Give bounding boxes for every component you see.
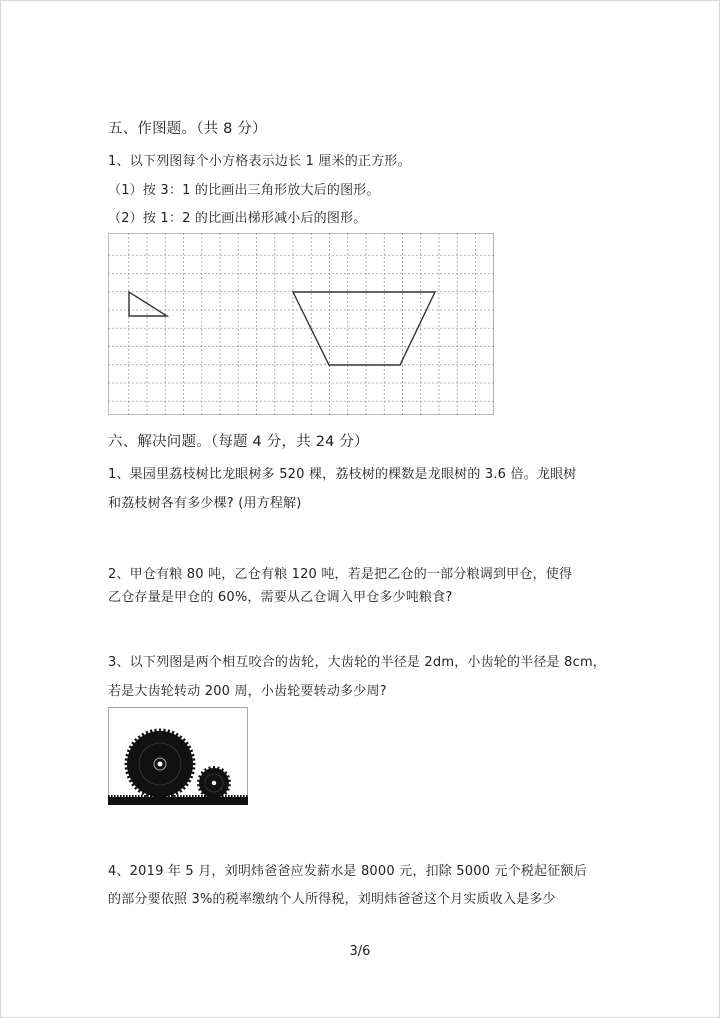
- problem-1-line-2: 和荔枝树各有多少棵? (用方程解): [108, 496, 302, 511]
- section-6-title: 六、解决问题。（每题 4 分，共 24 分）: [108, 434, 369, 450]
- large-gear: [125, 729, 196, 800]
- gears-image: [108, 707, 248, 805]
- page-number: 3/6: [349, 944, 371, 959]
- problem-4-line-1: 4、2019 年 5 月，刘明炜爸爸应发薪水是 8000 元，扣除 5000 元个税起征额后: [108, 864, 587, 879]
- problem-2-line-1: 2、甲仓有粮 80 吨，乙仓有粮 120 吨，若是把乙仓的一部分粮调到甲仓，使得: [108, 567, 573, 582]
- drawing-grid: [108, 233, 494, 415]
- question-1-part-1: （1）按 3：1 的比画出三角形放大后的图形。: [108, 183, 380, 198]
- problem-1-line-1: 1、果园里荔枝树比龙眼树多 520 棵，荔枝树的棵数是龙眼树的 3.6 倍。龙眼树: [108, 467, 577, 482]
- problem-2-line-2: 乙仓存量是甲仓的 60%，需要从乙仓调入甲仓多少吨粮食?: [108, 590, 453, 605]
- problem-3-line-1: 3、以下列图是两个相互咬合的齿轮，大齿轮的半径是 2dm，小齿轮的半径是 8cm，: [108, 655, 607, 670]
- section-5-title: 五、作图题。（共 8 分）: [108, 121, 267, 137]
- question-1-part-2: （2）按 1：2 的比画出梯形减小后的图形。: [108, 211, 367, 226]
- problem-3-line-2: 若是大齿轮转动 200 周，小齿轮要转动多少周?: [108, 684, 387, 699]
- question-1-stem: 1、以下列图每个小方格表示边长 1 厘米的正方形。: [108, 154, 411, 169]
- problem-4-line-2: 的部分要依照 3%的税率缴纳个人所得税，刘明炜爸爸这个月实质收入是多少: [108, 892, 556, 907]
